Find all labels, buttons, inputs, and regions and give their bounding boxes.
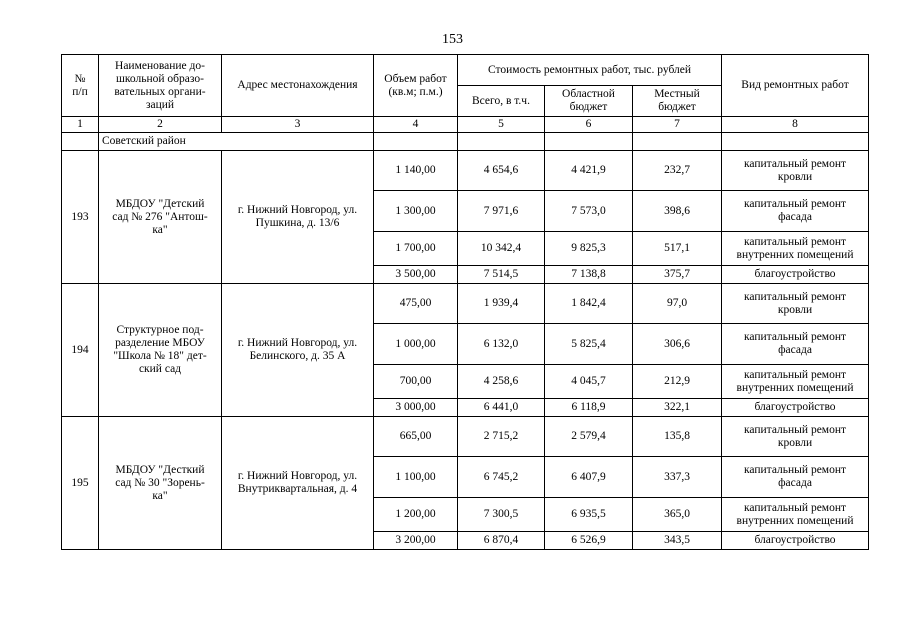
repair-works-table — [61, 54, 869, 550]
column-number: 3 — [222, 117, 374, 133]
header-work-type: Вид ремонтных работ — [722, 55, 869, 117]
column-number: 1 — [62, 117, 99, 133]
column-number: 7 — [633, 117, 722, 133]
object-number: 195 — [62, 417, 99, 550]
object-address: г. Нижний Новгород, ул. Пушкина, д. 13/6 — [222, 151, 374, 284]
work-volume: 1 300,00 — [374, 191, 458, 232]
cost-total: 6 441,0 — [458, 399, 545, 417]
work-type: капитальный ремонт внутренних помещений — [722, 232, 869, 266]
cost-local: 232,7 — [633, 151, 722, 191]
cost-regional: 6 526,9 — [545, 532, 633, 550]
object-name: Структурное под- разделение МБОУ "Школа № 18" дет- ский сад — [99, 284, 222, 417]
work-type: капитальный ремонт фасада — [722, 191, 869, 232]
table-row — [62, 284, 869, 324]
cost-local: 365,0 — [633, 498, 722, 532]
cost-total: 6 745,2 — [458, 457, 545, 498]
cost-regional: 9 825,3 — [545, 232, 633, 266]
work-volume: 665,00 — [374, 417, 458, 457]
work-type: благоустройство — [722, 532, 869, 550]
object-name: МБДОУ "Десткий сад № 30 "Зорень- ка" — [99, 417, 222, 550]
column-number: 6 — [545, 117, 633, 133]
cost-regional: 1 842,4 — [545, 284, 633, 324]
district-row — [62, 133, 869, 151]
cost-total: 10 342,4 — [458, 232, 545, 266]
cost-total: 4 654,6 — [458, 151, 545, 191]
work-type: капитальный ремонт внутренних помещений — [722, 498, 869, 532]
column-number: 4 — [374, 117, 458, 133]
cost-regional: 4 045,7 — [545, 365, 633, 399]
header-name: Наименование до- школьной образо- вательных органи- заций — [99, 55, 222, 117]
cost-local: 375,7 — [633, 266, 722, 284]
table-row — [62, 151, 869, 191]
column-number: 5 — [458, 117, 545, 133]
column-number: 8 — [722, 117, 869, 133]
work-type: капитальный ремонт кровли — [722, 417, 869, 457]
work-type: капитальный ремонт кровли — [722, 284, 869, 324]
cost-local: 306,6 — [633, 324, 722, 365]
work-volume: 700,00 — [374, 365, 458, 399]
work-volume: 1 000,00 — [374, 324, 458, 365]
work-volume: 3 200,00 — [374, 532, 458, 550]
cost-local: 212,9 — [633, 365, 722, 399]
cost-local: 337,3 — [633, 457, 722, 498]
work-volume: 475,00 — [374, 284, 458, 324]
cost-local: 135,8 — [633, 417, 722, 457]
cost-regional: 2 579,4 — [545, 417, 633, 457]
object-number: 194 — [62, 284, 99, 417]
object-number: 193 — [62, 151, 99, 284]
cost-regional: 6 935,5 — [545, 498, 633, 532]
cost-regional: 4 421,9 — [545, 151, 633, 191]
header-cost-group: Стоимость ремонтных работ, тыс. рублей — [458, 55, 722, 86]
cost-total: 6 870,4 — [458, 532, 545, 550]
column-numbers-row — [62, 117, 869, 133]
page-number: 153 — [442, 32, 463, 47]
cost-regional: 7 573,0 — [545, 191, 633, 232]
work-volume: 1 700,00 — [374, 232, 458, 266]
cost-local: 517,1 — [633, 232, 722, 266]
object-address: г. Нижний Новгород, ул. Белинского, д. 35 А — [222, 284, 374, 417]
cost-total: 6 132,0 — [458, 324, 545, 365]
cost-regional: 5 825,4 — [545, 324, 633, 365]
header-volume: Объем работ (кв.м; п.м.) — [374, 55, 458, 117]
cost-local: 343,5 — [633, 532, 722, 550]
header-num: № п/п — [62, 55, 99, 117]
table-row — [62, 417, 869, 457]
work-type: капитальный ремонт кровли — [722, 151, 869, 191]
cost-local: 398,6 — [633, 191, 722, 232]
cost-total: 7 514,5 — [458, 266, 545, 284]
cost-local: 322,1 — [633, 399, 722, 417]
header-regional: Областной бюджет — [545, 86, 633, 117]
cost-total: 1 939,4 — [458, 284, 545, 324]
header-total: Всего, в т.ч. — [458, 86, 545, 117]
header-local: Местный бюджет — [633, 86, 722, 117]
cost-regional: 6 118,9 — [545, 399, 633, 417]
work-volume: 1 200,00 — [374, 498, 458, 532]
cost-total: 7 971,6 — [458, 191, 545, 232]
object-address: г. Нижний Новгород, ул. Внутриквартальная, д. 4 — [222, 417, 374, 550]
work-type: благоустройство — [722, 266, 869, 284]
work-type: капитальный ремонт фасада — [722, 324, 869, 365]
work-type: капитальный ремонт фасада — [722, 457, 869, 498]
cost-regional: 6 407,9 — [545, 457, 633, 498]
header-address: Адрес местонахождения — [222, 55, 374, 117]
work-volume: 3 500,00 — [374, 266, 458, 284]
cost-local: 97,0 — [633, 284, 722, 324]
work-volume: 1 100,00 — [374, 457, 458, 498]
object-name: МБДОУ "Детский сад № 276 "Антош- ка" — [99, 151, 222, 284]
cost-total: 7 300,5 — [458, 498, 545, 532]
district-name: Советский район — [99, 133, 374, 151]
work-type: капитальный ремонт внутренних помещений — [722, 365, 869, 399]
column-number: 2 — [99, 117, 222, 133]
cost-regional: 7 138,8 — [545, 266, 633, 284]
cost-total: 2 715,2 — [458, 417, 545, 457]
work-type: благоустройство — [722, 399, 869, 417]
cost-total: 4 258,6 — [458, 365, 545, 399]
work-volume: 3 000,00 — [374, 399, 458, 417]
work-volume: 1 140,00 — [374, 151, 458, 191]
